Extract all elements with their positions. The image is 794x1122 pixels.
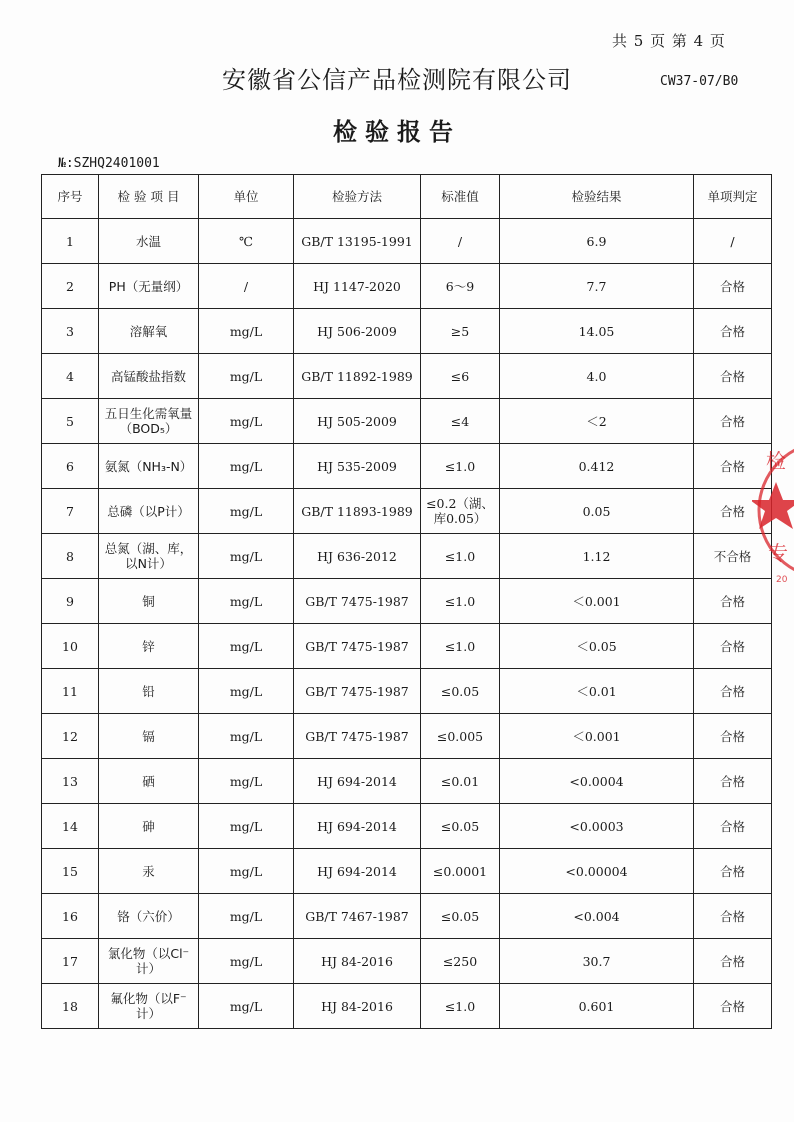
row-method: HJ 694-2014 bbox=[294, 804, 421, 849]
seal-text-bottom: 专 bbox=[768, 541, 788, 565]
row-item: 铜 bbox=[99, 579, 199, 624]
row-result: <0.0003 bbox=[500, 804, 694, 849]
row-item: 五日生化需氧量（BOD₅） bbox=[99, 399, 199, 444]
row-item: 镉 bbox=[99, 714, 199, 759]
page-count: 共 5 页 第 4 页 bbox=[612, 32, 726, 50]
col-header-judgement: 单项判定 bbox=[694, 175, 772, 219]
table-row bbox=[42, 939, 772, 984]
row-result: ＜0.05 bbox=[500, 624, 694, 669]
row-result: <0.0004 bbox=[500, 759, 694, 804]
row-item: PH（无量纲） bbox=[99, 264, 199, 309]
company-name: 安徽省公信产品检测院有限公司 bbox=[222, 66, 572, 94]
row-result: 0.05 bbox=[500, 489, 694, 534]
row-judgement: 合格 bbox=[694, 894, 772, 939]
row-number: 9 bbox=[42, 579, 99, 624]
row-number: 6 bbox=[42, 444, 99, 489]
row-result: 14.05 bbox=[500, 309, 694, 354]
col-header-item: 检 验 项 目 bbox=[99, 175, 199, 219]
row-judgement: 合格 bbox=[694, 444, 772, 489]
row-unit: mg/L bbox=[199, 894, 294, 939]
row-result: <0.004 bbox=[500, 894, 694, 939]
row-method: GB/T 11892-1989 bbox=[294, 354, 421, 399]
row-unit: mg/L bbox=[199, 309, 294, 354]
row-unit: mg/L bbox=[199, 534, 294, 579]
row-judgement: 合格 bbox=[694, 624, 772, 669]
table-row bbox=[42, 264, 772, 309]
row-standard: ≤1.0 bbox=[421, 579, 500, 624]
row-number: 12 bbox=[42, 714, 99, 759]
report-number: №:SZHQ2401001 bbox=[58, 156, 160, 171]
row-result: 1.12 bbox=[500, 534, 694, 579]
row-method: GB/T 7475-1987 bbox=[294, 579, 421, 624]
row-result: 6.9 bbox=[500, 219, 694, 264]
row-result: <0.00004 bbox=[500, 849, 694, 894]
table-row bbox=[42, 759, 772, 804]
row-standard: ≤0.2（湖、库0.05） bbox=[421, 489, 500, 534]
row-item: 砷 bbox=[99, 804, 199, 849]
row-number: 3 bbox=[42, 309, 99, 354]
row-result: ＜0.01 bbox=[500, 669, 694, 714]
row-standard: ≤6 bbox=[421, 354, 500, 399]
row-standard: ≥5 bbox=[421, 309, 500, 354]
row-method: HJ 84-2016 bbox=[294, 939, 421, 984]
table-row bbox=[42, 804, 772, 849]
table-row bbox=[42, 579, 772, 624]
row-unit: mg/L bbox=[199, 624, 294, 669]
row-method: GB/T 11893-1989 bbox=[294, 489, 421, 534]
row-unit: mg/L bbox=[199, 849, 294, 894]
row-method: HJ 84-2016 bbox=[294, 984, 421, 1029]
row-result: 30.7 bbox=[500, 939, 694, 984]
row-judgement: 合格 bbox=[694, 714, 772, 759]
seal-star bbox=[752, 482, 794, 529]
results-table bbox=[41, 174, 772, 1029]
row-unit: / bbox=[199, 264, 294, 309]
table-row bbox=[42, 714, 772, 759]
row-unit: mg/L bbox=[199, 669, 294, 714]
table-row bbox=[42, 894, 772, 939]
row-item: 总氮（湖、库，以N计） bbox=[99, 534, 199, 579]
seal-text-date: 20 bbox=[776, 575, 788, 585]
row-unit: mg/L bbox=[199, 714, 294, 759]
row-judgement: 合格 bbox=[694, 399, 772, 444]
row-standard: ≤0.005 bbox=[421, 714, 500, 759]
row-standard: ≤0.05 bbox=[421, 894, 500, 939]
row-standard: ≤0.0001 bbox=[421, 849, 500, 894]
row-number: 11 bbox=[42, 669, 99, 714]
row-judgement: 合格 bbox=[694, 849, 772, 894]
row-unit: mg/L bbox=[199, 444, 294, 489]
row-judgement: 合格 bbox=[694, 489, 772, 534]
row-item: 硒 bbox=[99, 759, 199, 804]
table-row bbox=[42, 984, 772, 1029]
row-standard: ≤1.0 bbox=[421, 534, 500, 579]
row-unit: mg/L bbox=[199, 759, 294, 804]
row-method: HJ 535-2009 bbox=[294, 444, 421, 489]
row-number: 8 bbox=[42, 534, 99, 579]
row-number: 2 bbox=[42, 264, 99, 309]
row-method: GB/T 7475-1987 bbox=[294, 624, 421, 669]
row-standard: ≤0.01 bbox=[421, 759, 500, 804]
row-judgement: 合格 bbox=[694, 984, 772, 1029]
row-judgement: 合格 bbox=[694, 669, 772, 714]
row-number: 4 bbox=[42, 354, 99, 399]
row-result: 0.601 bbox=[500, 984, 694, 1029]
row-item: 铬（六价） bbox=[99, 894, 199, 939]
row-item: 铅 bbox=[99, 669, 199, 714]
row-number: 17 bbox=[42, 939, 99, 984]
row-judgement: 合格 bbox=[694, 759, 772, 804]
row-standard: ≤1.0 bbox=[421, 444, 500, 489]
row-standard: ≤0.05 bbox=[421, 669, 500, 714]
table-row bbox=[42, 309, 772, 354]
row-standard: ≤250 bbox=[421, 939, 500, 984]
row-unit: mg/L bbox=[199, 939, 294, 984]
table-row bbox=[42, 849, 772, 894]
row-item: 高锰酸盐指数 bbox=[99, 354, 199, 399]
row-judgement: 不合格 bbox=[694, 534, 772, 579]
row-result: 0.412 bbox=[500, 444, 694, 489]
row-unit: mg/L bbox=[199, 804, 294, 849]
report-title: 检验报告 bbox=[333, 117, 461, 146]
row-standard: ≤4 bbox=[421, 399, 500, 444]
row-result: ＜0.001 bbox=[500, 579, 694, 624]
col-header-standard: 标准值 bbox=[421, 175, 500, 219]
table-header-row bbox=[42, 175, 772, 219]
table-row bbox=[42, 354, 772, 399]
row-result: ＜0.001 bbox=[500, 714, 694, 759]
row-judgement: 合格 bbox=[694, 354, 772, 399]
row-item: 氯化物（以Cl⁻计） bbox=[99, 939, 199, 984]
row-unit: ℃ bbox=[199, 219, 294, 264]
col-header-no: 序号 bbox=[42, 175, 99, 219]
row-method: HJ 636-2012 bbox=[294, 534, 421, 579]
row-number: 14 bbox=[42, 804, 99, 849]
row-result: ＜2 bbox=[500, 399, 694, 444]
table-row bbox=[42, 444, 772, 489]
row-unit: mg/L bbox=[199, 984, 294, 1029]
row-item: 溶解氧 bbox=[99, 309, 199, 354]
row-number: 5 bbox=[42, 399, 99, 444]
row-judgement: 合格 bbox=[694, 804, 772, 849]
row-item: 氟化物（以F⁻计） bbox=[99, 984, 199, 1029]
row-judgement: 合格 bbox=[694, 939, 772, 984]
row-judgement: 合格 bbox=[694, 264, 772, 309]
red-seal-stamp bbox=[752, 430, 794, 590]
col-header-result: 检验结果 bbox=[500, 175, 694, 219]
row-number: 18 bbox=[42, 984, 99, 1029]
row-unit: mg/L bbox=[199, 489, 294, 534]
row-method: HJ 506-2009 bbox=[294, 309, 421, 354]
form-code: CW37-07/B0 bbox=[660, 74, 739, 89]
row-number: 13 bbox=[42, 759, 99, 804]
col-header-unit: 单位 bbox=[199, 175, 294, 219]
row-number: 15 bbox=[42, 849, 99, 894]
row-standard: ≤0.05 bbox=[421, 804, 500, 849]
row-unit: mg/L bbox=[199, 354, 294, 399]
row-item: 氨氮（NH₃-N） bbox=[99, 444, 199, 489]
row-result: 4.0 bbox=[500, 354, 694, 399]
row-item: 水温 bbox=[99, 219, 199, 264]
row-number: 7 bbox=[42, 489, 99, 534]
row-method: HJ 694-2014 bbox=[294, 849, 421, 894]
row-number: 1 bbox=[42, 219, 99, 264]
row-method: HJ 694-2014 bbox=[294, 759, 421, 804]
row-method: GB/T 7467-1987 bbox=[294, 894, 421, 939]
row-item: 汞 bbox=[99, 849, 199, 894]
seal-text-top: 检 bbox=[766, 449, 786, 473]
row-judgement: 合格 bbox=[694, 579, 772, 624]
row-judgement: / bbox=[694, 219, 772, 264]
row-method: GB/T 7475-1987 bbox=[294, 714, 421, 759]
table-row bbox=[42, 219, 772, 264]
row-method: GB/T 13195-1991 bbox=[294, 219, 421, 264]
row-unit: mg/L bbox=[199, 579, 294, 624]
table-row bbox=[42, 669, 772, 714]
row-method: HJ 505-2009 bbox=[294, 399, 421, 444]
row-item: 锌 bbox=[99, 624, 199, 669]
table-row bbox=[42, 399, 772, 444]
row-unit: mg/L bbox=[199, 399, 294, 444]
row-standard: ≤1.0 bbox=[421, 984, 500, 1029]
table-row bbox=[42, 534, 772, 579]
row-standard: ≤1.0 bbox=[421, 624, 500, 669]
row-method: HJ 1147-2020 bbox=[294, 264, 421, 309]
row-item: 总磷（以P计） bbox=[99, 489, 199, 534]
row-method: GB/T 7475-1987 bbox=[294, 669, 421, 714]
col-header-method: 检验方法 bbox=[294, 175, 421, 219]
row-standard: 6～9 bbox=[421, 264, 500, 309]
row-result: 7.7 bbox=[500, 264, 694, 309]
row-number: 16 bbox=[42, 894, 99, 939]
table-row bbox=[42, 489, 772, 534]
table-row bbox=[42, 624, 772, 669]
row-standard: / bbox=[421, 219, 500, 264]
row-judgement: 合格 bbox=[694, 309, 772, 354]
row-number: 10 bbox=[42, 624, 99, 669]
